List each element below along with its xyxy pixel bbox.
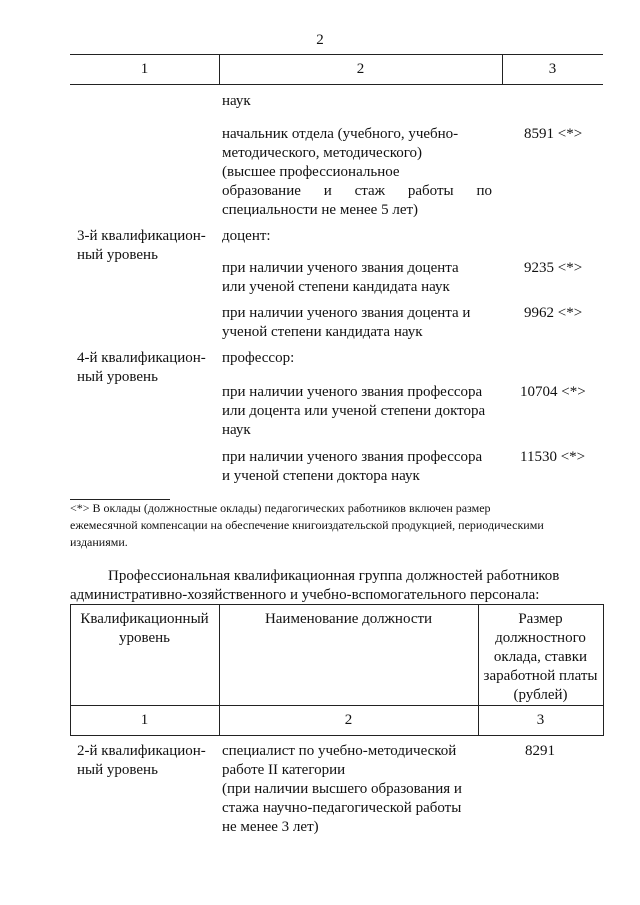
word: по [476, 183, 492, 199]
table2-number-border [70, 735, 603, 736]
level3-item-2-salary: 9962 <*> [524, 305, 583, 321]
item-line: и ученой степени доктора наук [222, 468, 420, 484]
item-line: при наличии ученого звания доцента и [222, 305, 471, 321]
word: стаж [354, 183, 386, 199]
table2-col-number-3: 3 [536, 712, 545, 728]
level2-position [222, 742, 477, 837]
level4-item-2 [222, 448, 502, 486]
word: работы [407, 183, 454, 199]
table2-top-border [70, 604, 603, 605]
header-line: Квалификационный [80, 611, 209, 627]
item-line: при наличии ученого звания профессора [222, 384, 483, 400]
level-label-line: ный уровень [77, 762, 158, 778]
table2-header-border [70, 705, 603, 706]
item-line: ученой степени кандидата наук [222, 324, 423, 340]
continuation-text: наук [222, 93, 251, 109]
word: образование [222, 183, 301, 199]
level-label-line: ный уровень [77, 369, 158, 385]
position-line: работе II категории [222, 762, 346, 778]
position-line: стажа научно-педагогической работы [222, 800, 462, 816]
level3-item-1-salary: 9235 <*> [524, 260, 583, 276]
header-line: Размер [518, 611, 563, 627]
header-line: оклада, ставки [493, 649, 588, 665]
level4-item-2-salary: 11530 <*> [520, 449, 586, 465]
table1-top-border [70, 54, 603, 55]
position-line: специальности не менее 5 лет) [222, 202, 419, 218]
table1-col-number-2: 2 [356, 61, 365, 77]
level4-position: профессор: [222, 350, 295, 366]
position-line-spread [222, 182, 492, 201]
footnote-line: ежемесячной компенсации на обеспечение книгоиздательской продукцией, периодическими [70, 518, 544, 532]
level4-label [77, 349, 217, 387]
header-line: (рублей) [513, 687, 568, 703]
group-title-line: Профессиональная квалификационная группа должностей работников [108, 568, 560, 584]
footnote [70, 500, 600, 551]
level-label-line: 3-й квалификацион- [77, 228, 206, 244]
item-line: наук [222, 422, 251, 438]
level-label-line: 2-й квалификацион- [77, 743, 206, 759]
page-number: 2 [316, 32, 324, 48]
position-line: (при наличии высшего образования и [222, 781, 462, 797]
table2-right-border [603, 604, 604, 736]
position-line: методического, методического) [222, 145, 423, 161]
level-label-line: ный уровень [77, 247, 158, 263]
table1-col-number-3: 3 [548, 61, 557, 77]
position-head-of-department [222, 125, 492, 220]
group-title-line: административно-хозяйственного и учебно-вспомогательного персонала: [70, 587, 540, 603]
header-line: должностного [495, 630, 586, 646]
group-title [70, 567, 602, 605]
table1-header-border [70, 84, 603, 85]
header-line: заработной платы [483, 668, 598, 684]
item-line: или ученой степени кандидата наук [222, 279, 450, 295]
level4-item-1-salary: 10704 <*> [520, 384, 586, 400]
footnote-line: изданиями. [70, 535, 128, 549]
position-line: (высшее профессиональное [222, 164, 400, 180]
level3-item-1 [222, 259, 497, 297]
position-line: начальник отдела (учебного, учебно- [222, 126, 459, 142]
level3-position: доцент: [222, 228, 271, 244]
table2-col-number-2: 2 [344, 712, 353, 728]
item-line: при наличии ученого звания профессора [222, 449, 483, 465]
level-label-line: 4-й квалификацион- [77, 350, 206, 366]
level3-item-2 [222, 304, 497, 342]
table2-header-level [70, 610, 219, 648]
table2-header-salary [478, 610, 603, 705]
position-line: не менее 3 лет) [222, 819, 319, 835]
header-line: уровень [118, 630, 171, 646]
table2-col-number-1: 1 [140, 712, 149, 728]
salary-head-of-department: 8591 <*> [524, 126, 583, 142]
item-line: при наличии ученого звания доцента [222, 260, 459, 276]
table1-col-number-1: 1 [140, 61, 149, 77]
level3-label [77, 227, 217, 265]
table2-header-position: Наименование должности [264, 611, 433, 627]
level2-salary: 8291 [525, 743, 555, 759]
item-line: или доцента или ученой степени доктора [222, 403, 486, 419]
position-line: специалист по учебно-методической [222, 743, 457, 759]
footnote-line: <*> В оклады (должностные оклады) педагогических работников включен размер [70, 501, 491, 515]
word: и [323, 183, 332, 199]
level4-item-1 [222, 383, 502, 440]
level2-label [77, 742, 217, 780]
